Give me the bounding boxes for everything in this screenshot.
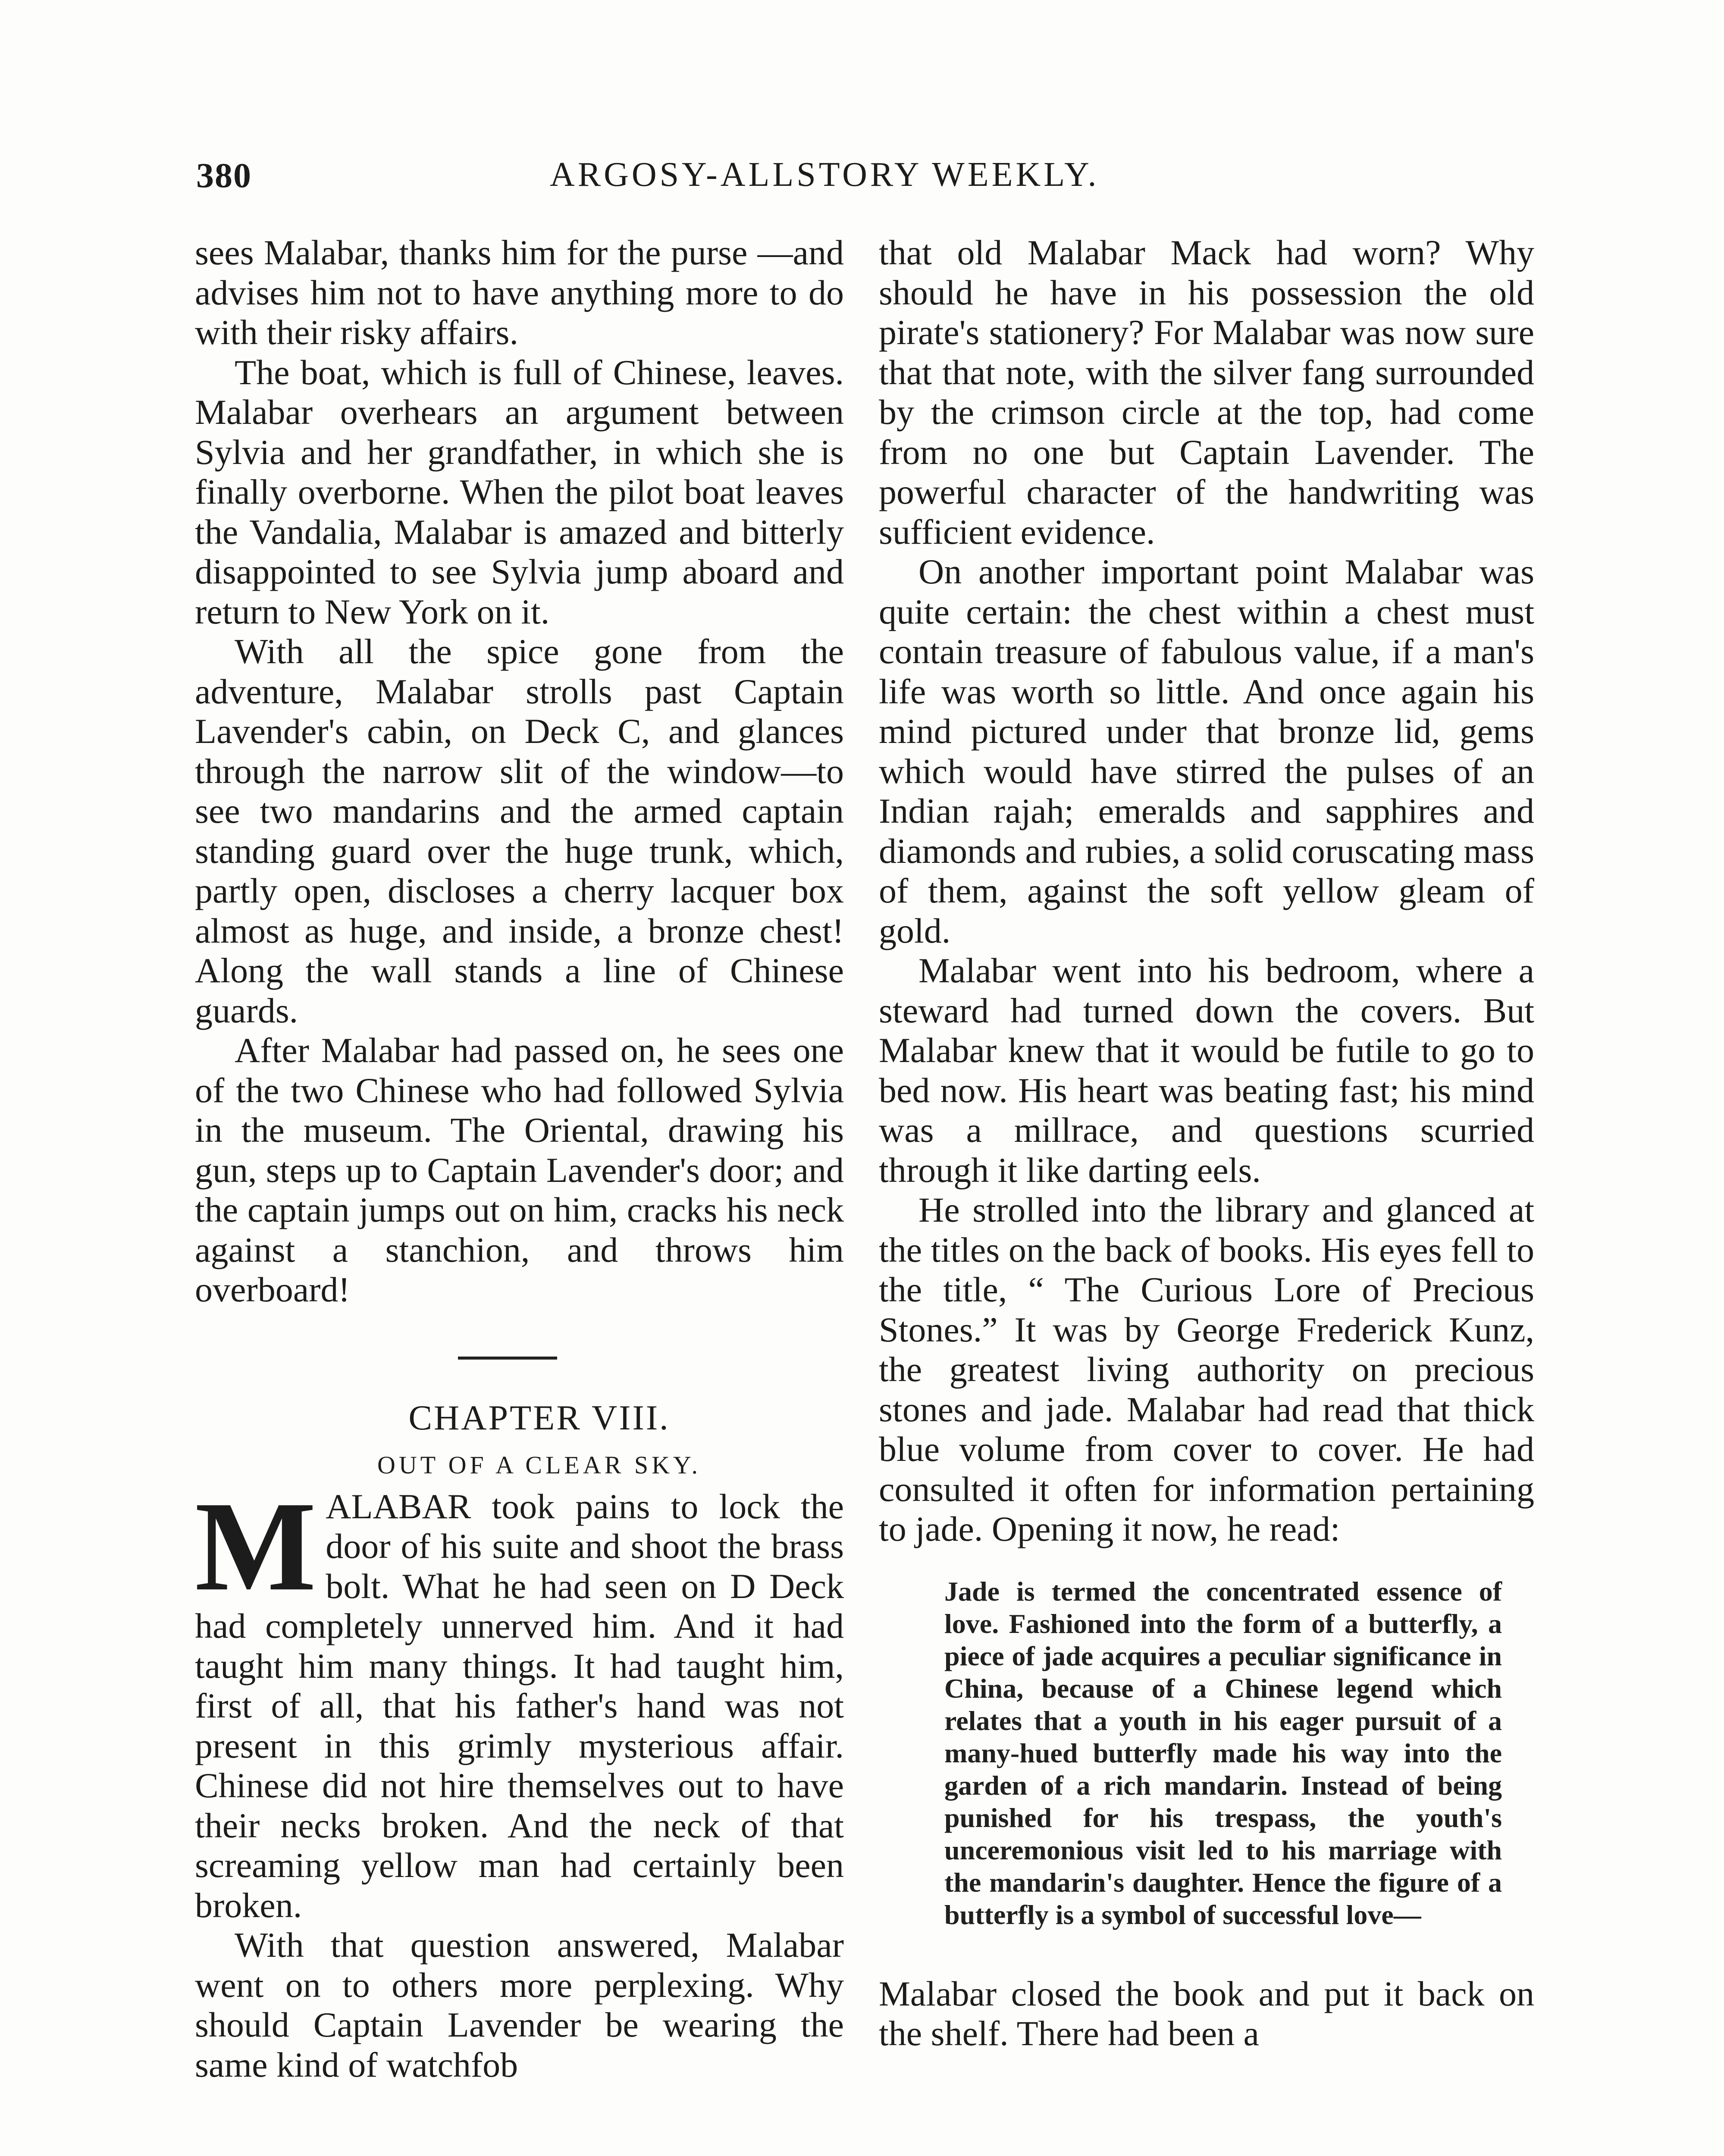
synopsis-paragraph: The boat, which is full of Chinese, leaves. Malabar overhears an argument between Sylvia and her grandfather, in which she is finally overborne. When the pilot boat leaves the Vandalia, Malabar is amazed and bitterly disappointed to see Sylvia jump aboard and return to New York on it. (195, 352, 844, 631)
quote-text: Jade is termed the concentrated essence of love. Fashioned into the form of a butterfly, a piece of jade acquires a peculiar significance in China, because of a Chinese legend which relates that a youth in his eager pursuit of a many-hued butterfly made his way into the garden of a rich mandarin. Instead of being punished for his trespass, the youth's unceremonious visit led to his marriage with the mandarin's daughter. Hence the figure of a butterfly is a symbol of successful love— (944, 1576, 1502, 1930)
chapter-title: CHAPTER VIII. (408, 1398, 670, 1437)
body-paragraph: Malabar closed the book and put it back on the shelf. There had been a (879, 1974, 1534, 2053)
page-header (196, 155, 1533, 207)
body-paragraph: On another important point Malabar was quite certain: the chest within a chest must contain treasure of fabulous value, if a man's life was worth so little. And once again his mind pictured under that bronze lid, gems which would have stirred the pulses of an Indian rajah; emeralds and sapphires and diamonds and rubies, a solid coruscating mass of them, against the soft yellow gleam of gold. (879, 552, 1534, 950)
drop-cap: M (195, 1475, 317, 1617)
running-head: ARGOSY-ALLSTORY WEEKLY. (550, 156, 1100, 194)
chapter-opening-paragraph (195, 1475, 844, 1926)
chapter-subtitle: OUT OF A CLEAR SKY. (377, 1451, 701, 1479)
page-number: 380 (196, 156, 252, 195)
right-column (879, 233, 1534, 2054)
synopsis-paragraph: sees Malabar, thanks him for the purse —and advises him not to have anything more to do with their risky affairs. (195, 233, 844, 352)
body-paragraph: He strolled into the library and glanced at the titles on the back of books. His eyes fell to the title, “ The Curious Lore of Precious Stones.” It was by George Frederick Kunz, the greatest living authority on precious stones and jade. Malabar had read that thick blue volume from cover to cover. He had consulted it often for information pertaining to jade. Opening it now, he read: (879, 1190, 1534, 1548)
divider-rule (458, 1357, 557, 1360)
synopsis-paragraph: After Malabar had passed on, he sees one of the two Chinese who had followed Sylvia in the museum. The Oriental, drawing his gun, steps up to Captain Lavender's door; and the captain jumps out on him, cracks his neck against a stanchion, and throws him overboard! (195, 1031, 844, 1309)
synopsis-paragraph: With all the spice gone from the adventure, Malabar strolls past Captain Lavender's cabin, on Deck C, and glances through the narrow slit of the window—to see two mandarins and the armed captain standing guard over the huge trunk, which, partly open, discloses a cherry lacquer box almost as huge, and inside, a bronze chest! Along the wall stands a line of Chinese guards. (195, 632, 844, 1030)
block-quote (944, 1575, 1502, 1931)
section-divider (195, 1310, 844, 1392)
left-column (195, 233, 844, 2085)
body-paragraph: With that question answered, Malabar went on to others more perplexing. Why should Captain Lavender be wearing the same kind of watchfob (195, 1925, 844, 2084)
body-paragraph: Malabar went into his bedroom, where a steward had turned down the covers. But Malabar knew that it would be futile to go to bed now. His heart was beating fast; his mind was a millrace, and questions scurried through it like darting eels. (879, 951, 1534, 1190)
body-paragraph: that old Malabar Mack had worn? Why should he have in his possession the old pirate's stationery? For Malabar was now sure that that note, with the silver fang surrounded by the crimson circle at the top, had come from no one but Captain Lavender. The powerful character of the handwriting was sufficient evidence. (879, 233, 1534, 552)
opening-text: ALABAR took pains to lock the door of his suite and shoot the brass bolt. What he had seen on D Deck had completely unnerved him. And it had taught him many things. It had taught him, first of all, that his father's hand was not present in this grimly mysterious affair. Chinese did not hire themselves out to have their necks broken. And the neck of that screaming yellow man had certainly been broken. (195, 1486, 844, 1925)
